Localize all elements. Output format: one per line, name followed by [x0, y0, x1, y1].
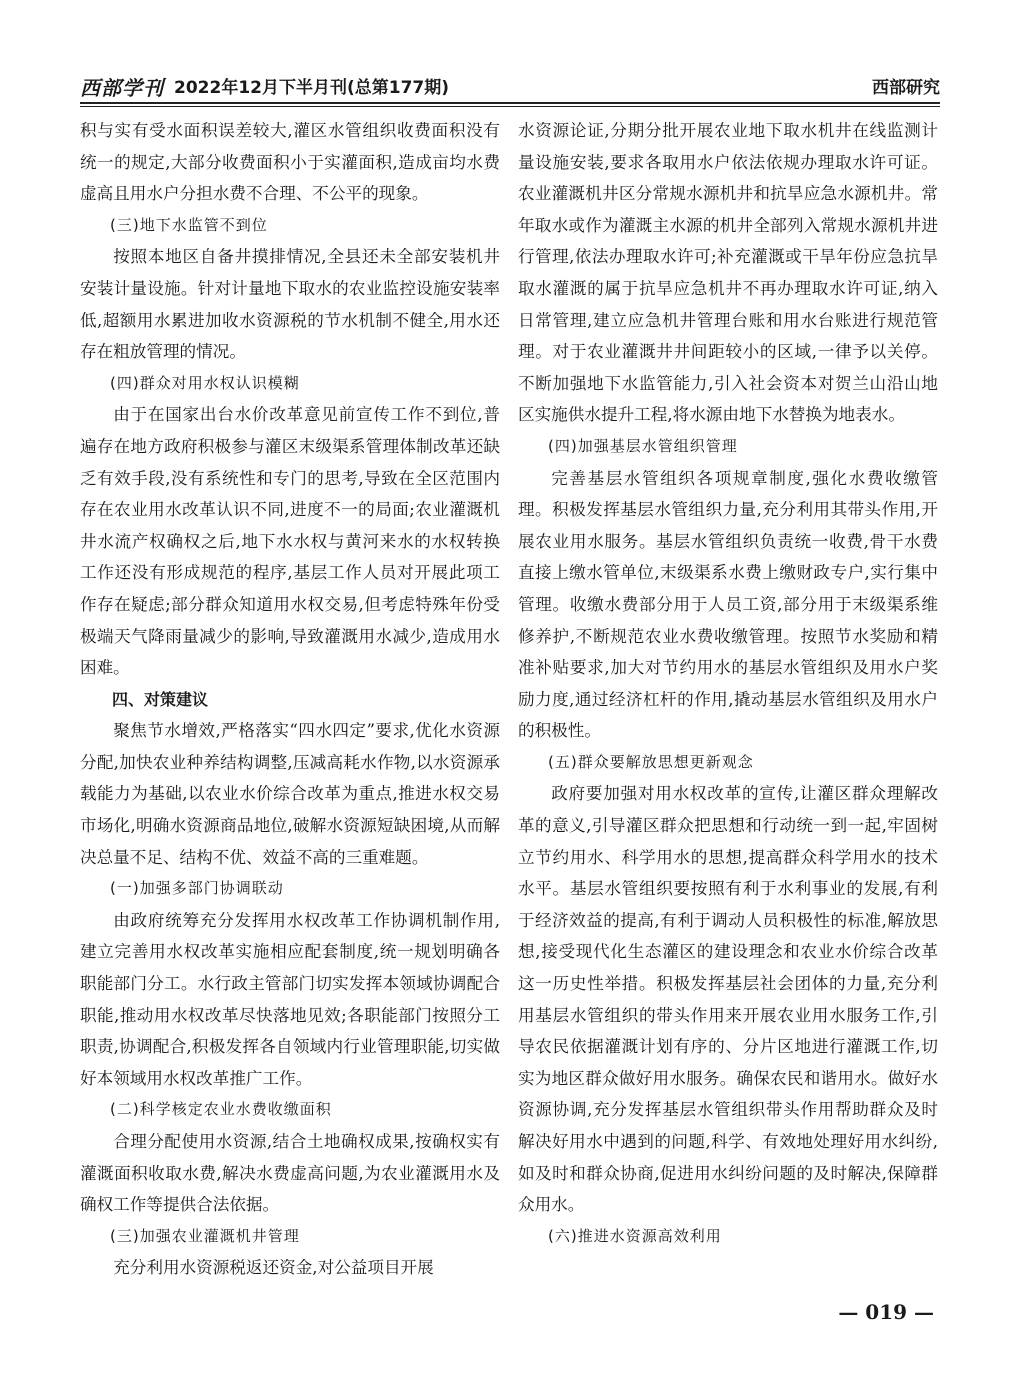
paragraph: 水资源论证,分期分批开展农业地下取水机井在线监测计量设施安装,要求各取用水户依法依规办理取水许可证。农业灌溉机井区分常规水源机井和抗旱应急水源机井。常年取水或作为灌溉主水源的机井全部列入常规水源机井进行管理,依法办理取水许可;补充灌溉或干旱年份应急抗旱取水灌溉的属于抗旱应急机井不再办理取水许可证,纳入日常管理,建立应急机井管理台账和用水台账进行规范管理。对于农业灌溉井井间距较小的区域,一律予以关停。不断加强地下水监管能力,引入社会资本对贺兰山沿山地区实施供水提升工程,将水源由地下水替换为地表水。	[518, 121, 938, 425]
header-rule-thin	[80, 106, 940, 107]
paragraph: 由于在国家出台水价改革意见前宣传工作不到位,普遍存在地方政府积极参与灌区末级渠系管理体制改革还缺乏有效手段,没有系统性和专门的思考,导致在全区范围内存在农业用水改革认识不同,进度不一的局面;农业灌溉机井水流产权确权之后,地下水水权与黄河来水的水权转换工作还没有形成规范的程序,基层工作人员对开展此项工作存在疑虑;部分群众知道用水权交易,但考虑特殊年份受极端天气降雨量减少的影响,导致灌溉用水减少,造成用水困难。	[80, 405, 500, 678]
section-heading: 四、对策建议	[112, 689, 209, 709]
paragraph: 政府要加强对用水权改革的宣传,让灌区群众理解改革的意义,引导灌区群众把思想和行动统一到一起,牢固树立节约用水、科学用水的思想,提高群众科学用水的技术水平。基层水管组织要按照有利于水利事业的发展,有利于经济效益的提高,有利于调动人员积极性的标准,解放思想,接受现代化生态灌区的建设理念和农业水价综合改革这一历史性举措。积极发挥基层社会团体的力量,充分利用基层水管组织的带头作用来开展农业用水服务工作,引导农民依据灌溉计划有序的、分片区地进行灌溉工作,切实为地区群众做好用水服务。确保农民和谐用水。做好水资源协调,充分发挥基层水管组织带头作用帮助群众及时解决好用水中遇到的问题,科学、有效地处理好用水纠纷,如及时和群众协商,促进用水纠纷问题的及时解决,保障群众用水。	[518, 784, 938, 1215]
journal-logo: 西部学刊	[80, 76, 164, 100]
subsection-heading: (一)加强多部门协调联动	[110, 879, 284, 898]
subsection-heading: (五)群众要解放思想更新观念	[548, 752, 754, 771]
subsection-heading: (二)科学核定农业水费收缴面积	[110, 1100, 332, 1119]
subsection-heading: (六)推进水资源高效利用	[548, 1226, 722, 1245]
subsection-heading: (四)加强基层水管组织管理	[548, 436, 738, 455]
paragraph: 合理分配使用水资源,结合土地确权成果,按确权实有灌溉面积收取水费,解决水费虚高问题,为农业灌溉用水及确权工作等提供合法依据。	[80, 1132, 500, 1215]
paragraph: 充分利用水资源税返还资金,对公益项目开展	[113, 1258, 434, 1278]
right-column	[518, 115, 938, 1252]
page-number: — 019 —	[838, 1300, 934, 1324]
section-name: 西部研究	[872, 78, 940, 98]
subsection-heading: (三)地下水监管不到位	[110, 215, 268, 234]
header-rule	[80, 102, 940, 104]
paragraph: 按照本地区自备井摸排情况,全县还未全部安装机井安装计量设施。针对计量地下取水的农业监控设施安装率低,超额用水累进加收水资源税的节水机制不健全,用水还存在粗放管理的情况。	[80, 247, 500, 362]
subsection-heading: (四)群众对用水权认识模糊	[110, 373, 300, 392]
subsection-heading: (三)加强农业灌溉机井管理	[110, 1226, 300, 1245]
paragraph: 聚焦节水增效,严格落实“四水四定”要求,优化水资源分配,加快农业种养结构调整,压减高耗水作物,以水资源承载能力为基础,以农业水价综合改革为重点,推进水权交易市场化,明确水资源商品地位,破解水资源短缺困境,从而解决总量不足、结构不优、效益不高的三重难题。	[80, 721, 500, 867]
running-header	[80, 70, 940, 102]
left-column	[80, 115, 500, 1284]
paragraph: 积与实有受水面积误差较大,灌区水管组织收费面积没有统一的规定,大部分收费面积小于实灌面积,造成亩均水费虚高且用水户分担水费不合理、不公平的现象。	[80, 121, 500, 204]
issue-info: 2022年12月下半月刊(总第177期)	[174, 78, 449, 98]
paragraph: 完善基层水管组织各项规章制度,强化水费收缴管理。积极发挥基层水管组织力量,充分利用其带头作用,开展农业用水服务。基层水管组织负责统一收费,骨干水费直接上缴水管单位,末级渠系水费上缴财政专户,实行集中管理。收缴水费部分用于人员工资,部分用于末级渠系维修养护,不断规范农业水费收缴管理。按照节水奖励和精准补贴要求,加大对节约用水的基层水管组织及用水户奖励力度,通过经济杠杆的作用,撬动基层水管组织及用水户的积极性。	[518, 468, 938, 741]
paragraph: 由政府统筹充分发挥用水权改革工作协调机制作用,建立完善用水权改革实施相应配套制度,统一规划明确各职能部门分工。水行政主管部门切实发挥本领域协调配合职能,推动用水权改革尽快落地见效;各职能部门按照分工职责,协调配合,积极发挥各自领域内行业管理职能,切实做好本领域用水权改革推广工作。	[80, 910, 500, 1088]
